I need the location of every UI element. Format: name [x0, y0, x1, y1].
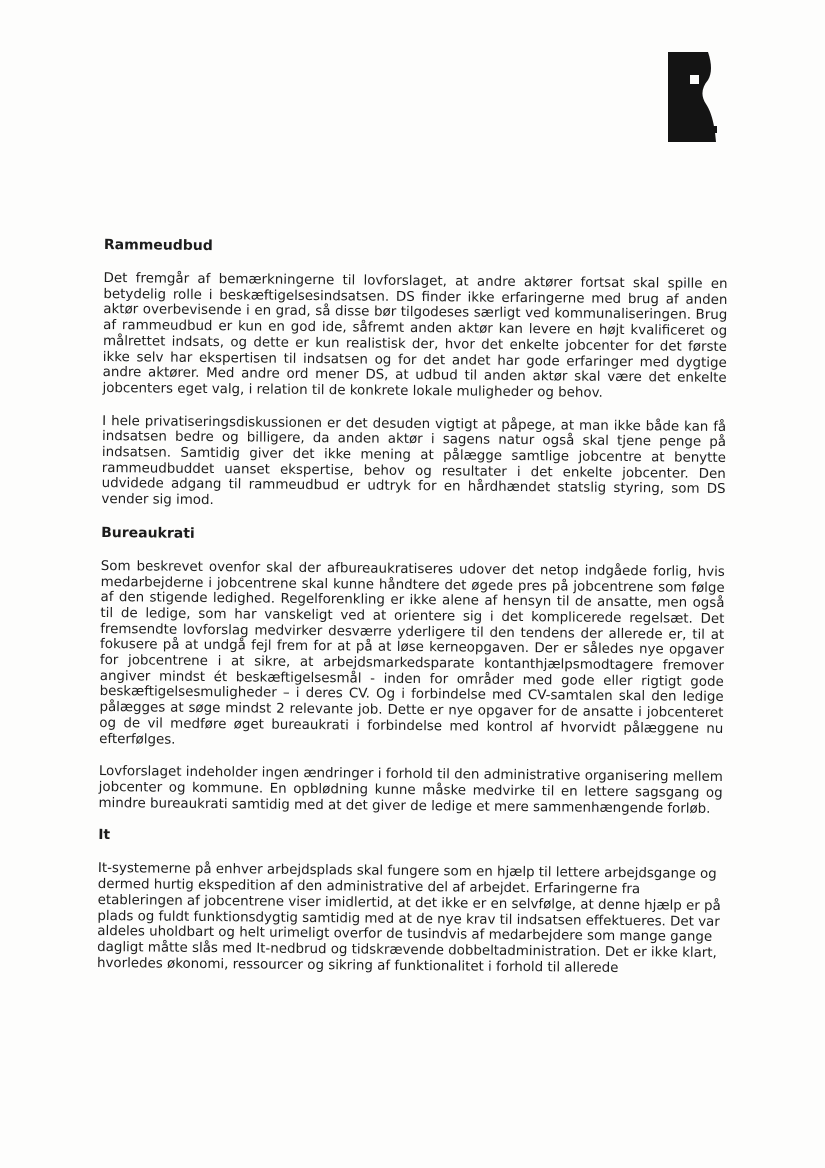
document-body — [97, 236, 728, 977]
paragraph: Det fremgår af bemærkningerne til lovforslaget, at andre aktører fortsat skal spille en betydelig rolle i beskæftigelsesindsatsen. DS finder ikke erfaringerne med brug af anden aktør overbevisende i en grad, så disse bør tilgodeses særligt ved kommunaliseringen. Brug af rammeudbud er kun en god ide, såfremt anden aktør kan levere en højt kvalificeret og målrettet indsats, og dette er kun realistisk der, hvor det enkelte jobcenter for det første ikke selv har ekspertisen til indsatsen og for det andet har gode erfaringer med dygtige andre aktører. Med andre ord mener DS, at udbud til anden aktør skal være det enkelte jobcenters eget valg, i relation til de konkrete lokale muligheder og behov. — [102, 270, 728, 401]
section-heading-it: It — [98, 827, 111, 844]
paragraph: Lovforslaget indeholder ingen ændringer i forhold til den administrative organisering mellem jobcenter og kommune. En opblødning kunne måske medvirke til en lettere sagsgang og mindre bureaukrati samtidig med at det giver de ledige et mere sammenhængende forløb. — [98, 764, 723, 817]
section-heading-rammeudbud: Rammeudbud — [103, 236, 213, 255]
section-heading-bureaukrati: Bureaukrati — [101, 524, 195, 542]
paragraph: Som beskrevet ovenfor skal der afbureaukratiseres udover det netop indgåede forlig, hvis medarbejderne i jobcentrene skal kunne håndtere det øgede pres på jobcentrene som følge af den stigende ledighed. Regelforenkling er ikke alene af hensyn til de ansatte, men også til de ledige, som har vanskeligt ved at orientere sig i det komplicerede regelsæt. Det fremsendte lovforslag medvirker desværre yderligere til den tendens der allerede er, til at fokusere på at undgå fejl frem for at på at løse kerneopgaven. Der er således nye opgaver for jobcentrene i at sikre, at arbejdsmarkedsparate kontanthjælpsmodtagere fremover angiver mindst ét beskæftigelsesmål - inden for områder med gode eller rigtigt gode beskæftigelsesmuligheder – i deres CV. Og i forbindelse med CV-samtalen skal den ledige pålægges at søge mindst 2 relevante job. Dette er nye opgaver for de ansatte i jobcenteret og de vil medføre øget bureaukrati i forbindelse med kontrol af hvorvidt pålæggene nu efterfølges. — [99, 558, 725, 748]
paragraph: It-systemerne på enhver arbejdsplads skal fungere som en hjælp til lettere arbejdsgange og dermed hurtig ekspedition af den administrative del af arbejdet. Erfaringerne fra etableringen af jobcentrene viser imidlertid, at det ikke er en selvfølge, at denne hjælp er på plads og fuldt funktionsdygtig samtidig med at de nye krav til indsatsen effektueres. Det var aldeles uholdbart og helt urimeligt overfor de tusindvis af medarbejdere som mange gange dagligt måtte slås med It-nedbrud og tidskrævende dobbeltadministration. Det er ikke klart, hvorledes økonomi, ressourcer og sikring af funktionalitet i forhold til allerede — [96, 861, 721, 976]
logo — [668, 52, 740, 142]
paragraph: I hele privatiseringsdiskussionen er det desuden vigtigt at påpege, at man ikke både kan få indsatsen bedre og billigere, da anden aktør i sagens natur også skal tjene penge på indsatsen. Samtidig giver det ikke mening at pålægge samtlige jobcentre at benytte rammeudbuddet uanset ekspertise, behov og resultater i det enkelte jobcenter. Den udvidede adgang til rammeudbud er udtryk for en hårdhændet statslig styring, som DS vender sig imod. — [101, 413, 727, 509]
